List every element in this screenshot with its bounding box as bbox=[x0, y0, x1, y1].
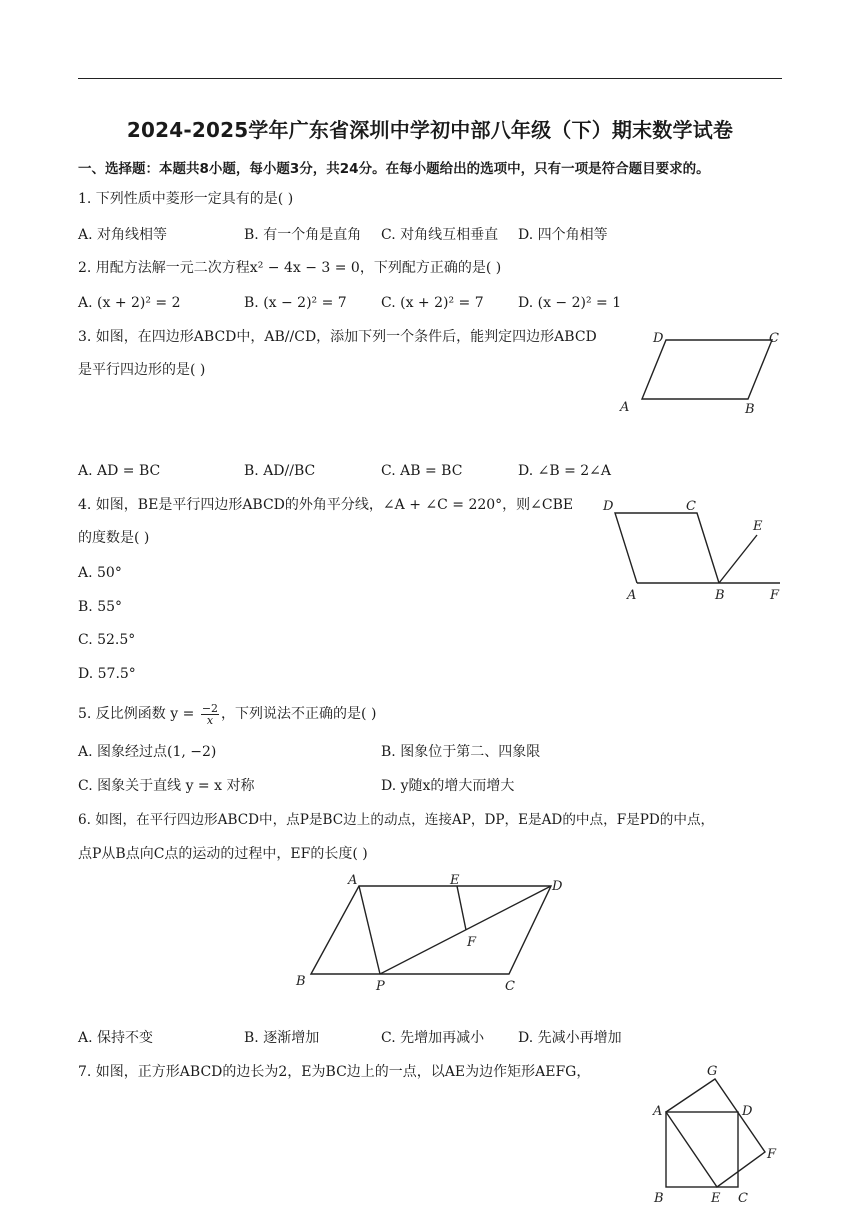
q7-label-c: C bbox=[738, 1191, 748, 1206]
q6-label-e: E bbox=[450, 873, 460, 888]
q7-label-f: F bbox=[767, 1147, 777, 1162]
q5-stem-before: 5. 反比例函数 y = bbox=[78, 706, 199, 722]
q6-option-a: A. 保持不变 bbox=[78, 1030, 154, 1046]
q5-option-a: A. 图象经过点(1, −2) bbox=[78, 744, 217, 760]
q4-parallelogram bbox=[615, 513, 719, 583]
q4-parallelogram-figure bbox=[600, 495, 785, 605]
question-6-stem-line2: 点P从B点向C点的运动的过程中，EF的长度( ) bbox=[78, 846, 368, 862]
q6-label-f: F bbox=[467, 935, 477, 950]
q2-option-c: C. (x + 2)² = 7 bbox=[381, 295, 484, 311]
q1-option-b: B. 有一个角是直角 bbox=[244, 227, 362, 243]
q3-option-b: B. AD//BC bbox=[244, 463, 316, 479]
q3-label-d: D bbox=[653, 331, 664, 346]
q6-option-b: B. 逐渐增加 bbox=[244, 1030, 320, 1046]
q4-option-d: D. 57.5° bbox=[78, 666, 136, 682]
q4-option-b: B. 55° bbox=[78, 599, 123, 615]
q1-option-a: A. 对角线相等 bbox=[78, 227, 168, 243]
question-3-stem-line1: 3. 如图，在四边形ABCD中，AB//CD，添加下列一个条件后，能判定四边形ABCD bbox=[78, 329, 597, 345]
q4-label-a: A bbox=[627, 588, 637, 603]
q6-label-p: P bbox=[376, 979, 385, 994]
q1-option-c: C. 对角线互相垂直 bbox=[381, 227, 499, 243]
question-6-stem-line1: 6. 如图，在平行四边形ABCD中，点P是BC边上的动点，连接AP，DP，E是AD的中点，F是PD的中点， bbox=[78, 812, 715, 828]
q5-option-c: C. 图象关于直线 y = x 对称 bbox=[78, 778, 255, 794]
q2-option-b: B. (x − 2)² = 7 bbox=[244, 295, 347, 311]
question-1-stem: 1. 下列性质中菱形一定具有的是( ) bbox=[78, 191, 294, 207]
q6-label-d: D bbox=[552, 879, 563, 894]
q2-option-a: A. (x + 2)² = 2 bbox=[78, 295, 181, 311]
q4-label-e: E bbox=[753, 519, 763, 534]
q3-label-b: B bbox=[745, 402, 755, 417]
q7-square-abcd bbox=[666, 1112, 738, 1187]
q5-fraction-numerator: −2 bbox=[201, 701, 219, 715]
q6-option-d: D. 先减小再增加 bbox=[518, 1030, 622, 1046]
q7-label-e: E bbox=[711, 1191, 721, 1206]
q1-option-d: D. 四个角相等 bbox=[518, 227, 608, 243]
q4-bisector-be bbox=[719, 535, 757, 583]
q6-label-c: C bbox=[505, 979, 515, 994]
q3-parallelogram bbox=[642, 340, 772, 399]
q7-label-d: D bbox=[742, 1104, 753, 1119]
section-heading: 一、选择题：本题共8小题，每小题3分，共24分。在每小题给出的选项中，只有一项是符合题目要求的。 bbox=[78, 161, 710, 177]
q7-square-rectangle-figure bbox=[645, 1060, 785, 1210]
q7-rectangle-aefg bbox=[666, 1079, 765, 1187]
q3-label-c: C bbox=[769, 331, 779, 346]
q4-label-d: D bbox=[603, 499, 614, 514]
page-title: 2024-2025学年广东省深圳中学初中部八年级（下）期末数学试卷 bbox=[126, 118, 734, 142]
question-4-stem-line1: 4. 如图，BE是平行四边形ABCD的外角平分线，∠A + ∠C = 220°，则∠CBE bbox=[78, 497, 574, 513]
q5-option-d: D. y随x的增大而增大 bbox=[381, 778, 515, 794]
question-2-stem: 2. 用配方法解一元二次方程x² − 4x − 3 = 0，下列配方正确的是( ) bbox=[78, 260, 502, 276]
q3-option-a: A. AD = BC bbox=[78, 463, 161, 479]
q4-option-c: C. 52.5° bbox=[78, 632, 136, 648]
question-7-stem-line1: 7. 如图，正方形ABCD的边长为2，E为BC边上的一点，以AE为边作矩形AEFG， bbox=[78, 1064, 591, 1080]
q3-option-c: C. AB = BC bbox=[381, 463, 463, 479]
q4-label-f: F bbox=[770, 588, 780, 603]
q7-label-a: A bbox=[653, 1104, 663, 1119]
q5-fraction-denominator: x bbox=[206, 713, 214, 727]
q4-label-c: C bbox=[686, 499, 696, 514]
q6-label-a: A bbox=[348, 873, 358, 888]
q6-segment-ap bbox=[359, 886, 380, 974]
question-5-stem bbox=[78, 702, 376, 726]
q6-parallelogram bbox=[311, 886, 551, 974]
q7-label-g: G bbox=[707, 1064, 718, 1079]
q5-fraction bbox=[201, 703, 219, 726]
q3-parallelogram-figure bbox=[615, 325, 785, 420]
q4-option-a: A. 50° bbox=[78, 565, 122, 581]
q6-label-b: B bbox=[296, 974, 306, 989]
q3-label-a: A bbox=[620, 400, 630, 415]
q4-label-b: B bbox=[715, 588, 725, 603]
q6-option-c: C. 先增加再减小 bbox=[381, 1030, 485, 1046]
q6-segment-ef bbox=[457, 886, 466, 930]
question-3-stem-line2: 是平行四边形的是( ) bbox=[78, 362, 206, 378]
q5-option-b: B. 图象位于第二、四象限 bbox=[381, 744, 541, 760]
q3-option-d: D. ∠B = 2∠A bbox=[518, 463, 612, 479]
q5-stem-after: ，下列说法不正确的是( ) bbox=[221, 706, 377, 722]
header-rule bbox=[78, 78, 782, 79]
q2-option-d: D. (x − 2)² = 1 bbox=[518, 295, 622, 311]
q7-label-b: B bbox=[654, 1191, 664, 1206]
q6-parallelogram-figure bbox=[290, 868, 580, 998]
question-4-stem-line2: 的度数是( ) bbox=[78, 530, 150, 546]
